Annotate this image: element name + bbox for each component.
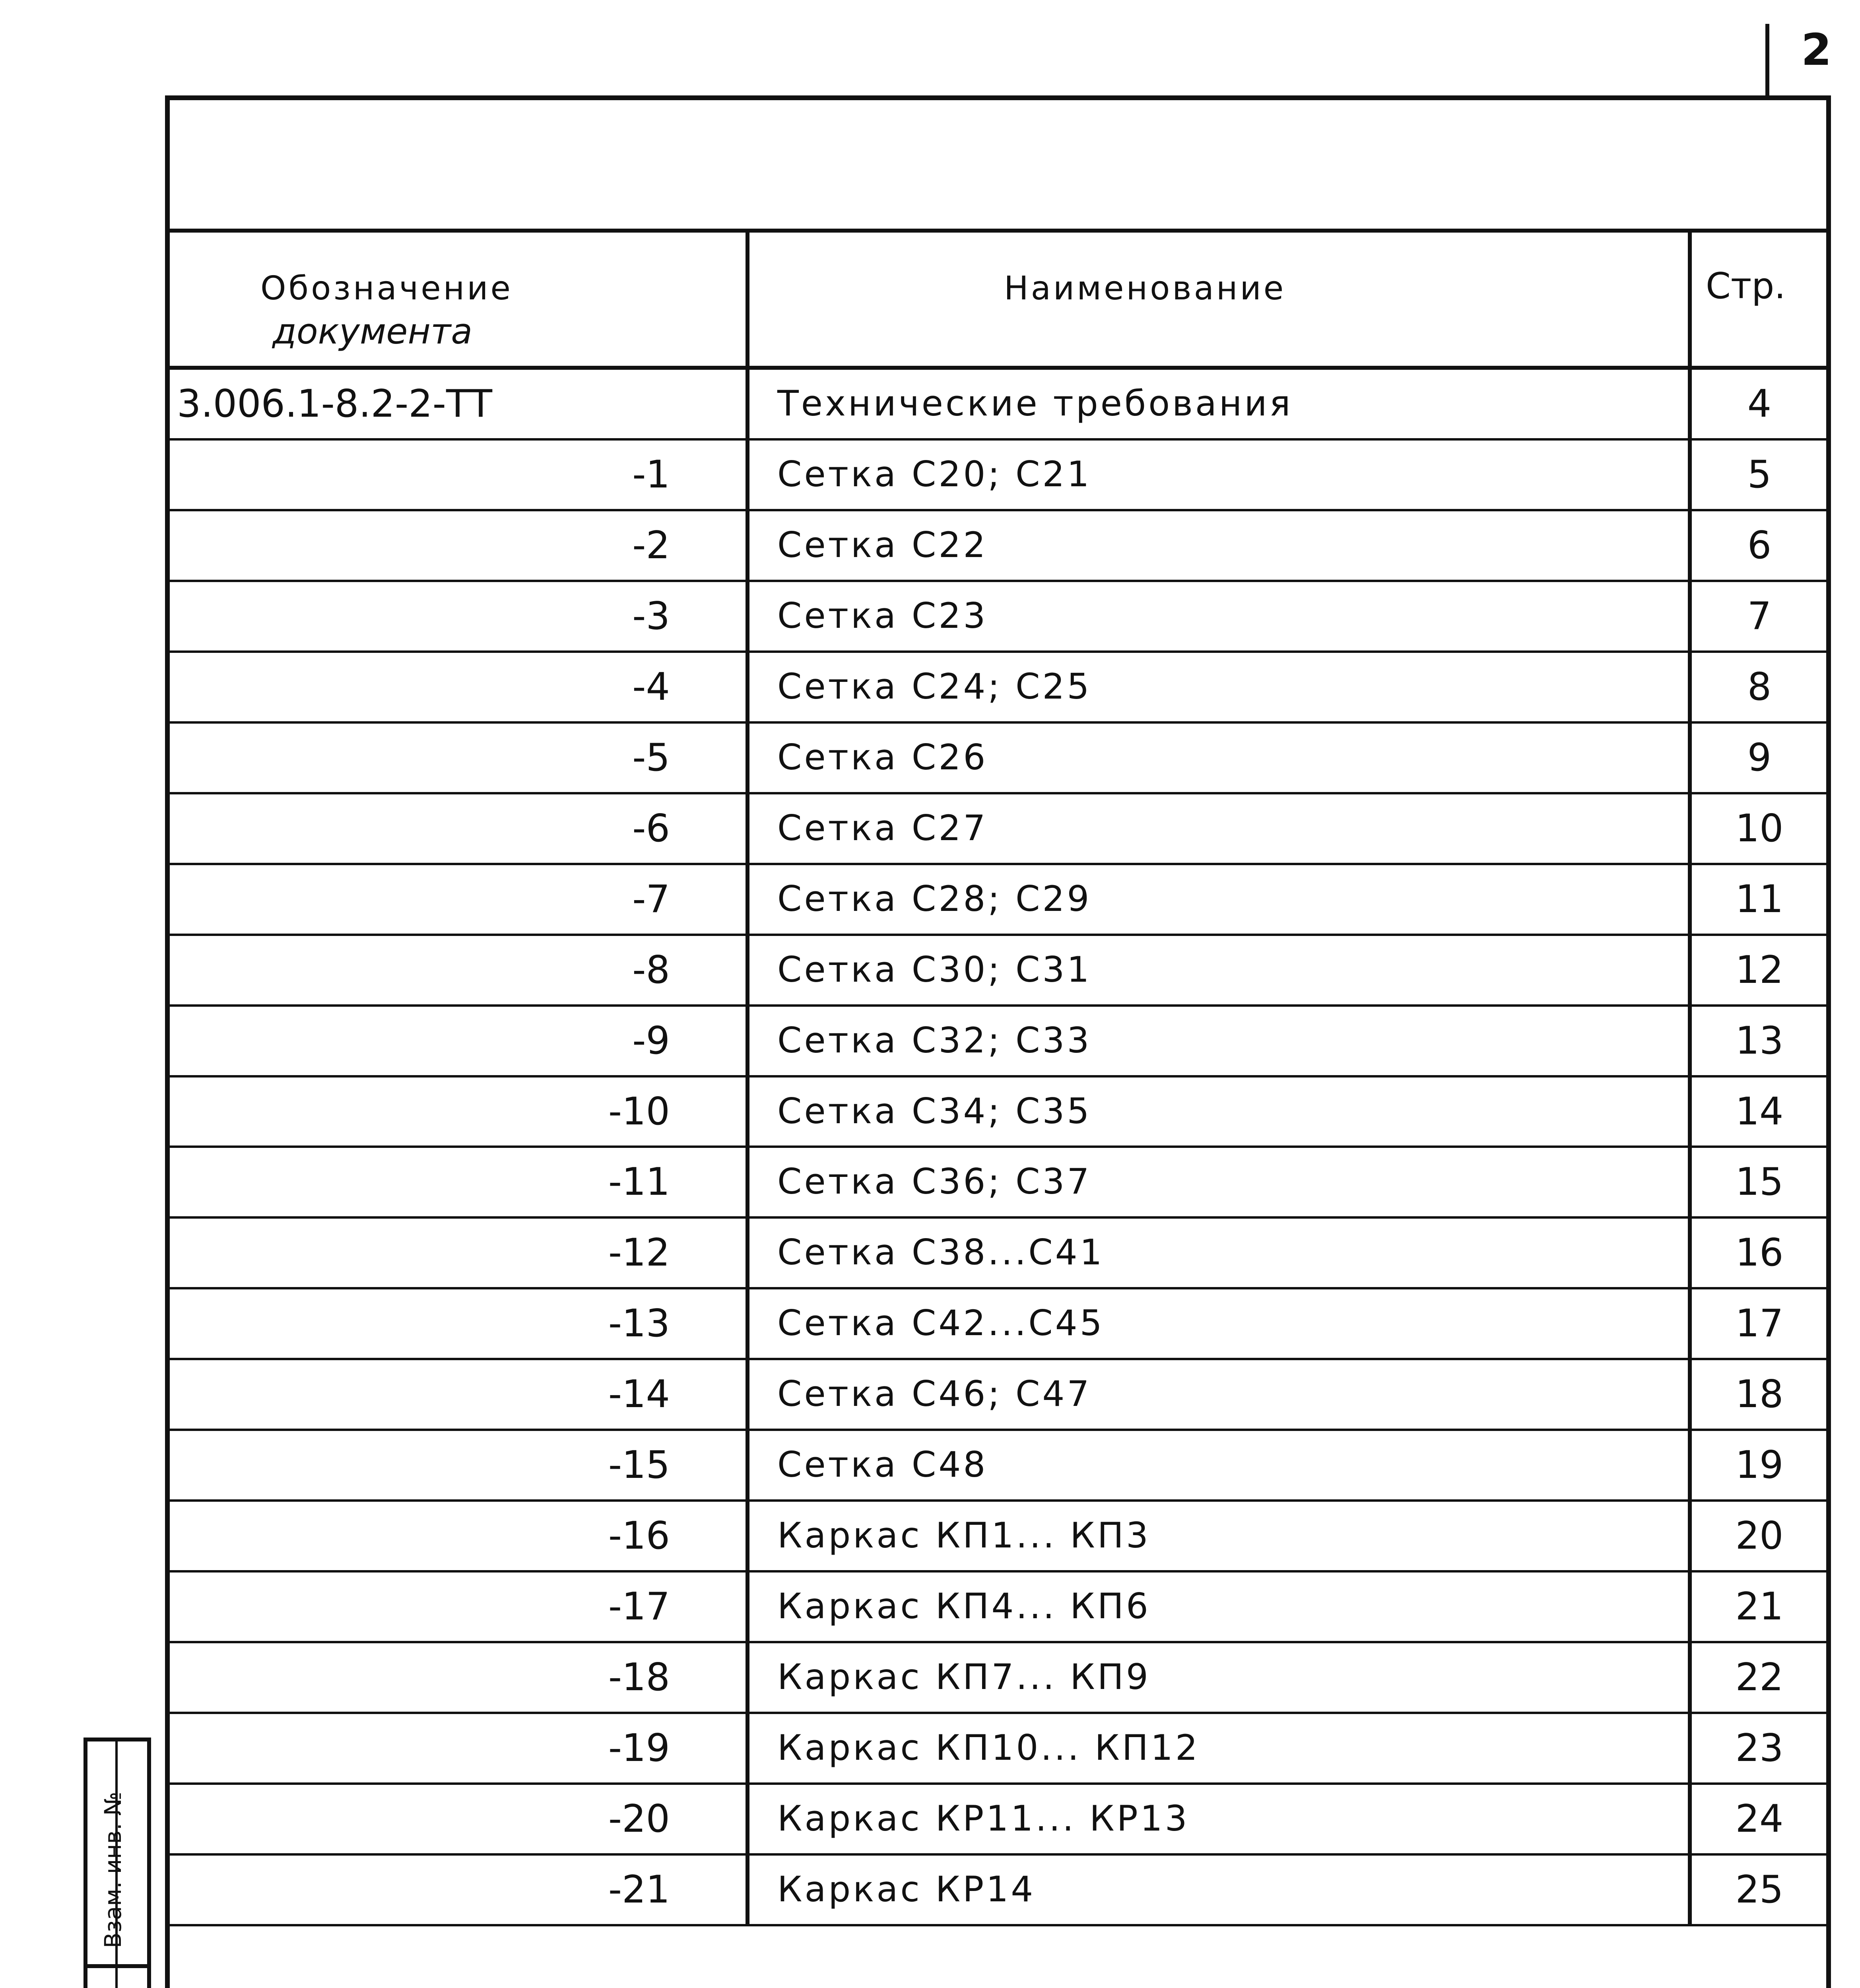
table-row <box>165 511 1831 582</box>
header-bottom-line <box>165 366 1831 370</box>
row-page: 8 <box>1747 665 1772 709</box>
row-code: -20 <box>608 1797 670 1841</box>
row-code: -13 <box>608 1302 670 1346</box>
row-name: Сетка С23 <box>777 595 988 636</box>
row-name: Каркас КП7... КП9 <box>777 1656 1151 1698</box>
row-name: Сетка С28; С29 <box>777 878 1092 919</box>
page-number: 2 <box>1801 24 1832 75</box>
row-name: Каркас КП4... КП6 <box>777 1586 1151 1627</box>
row-code: -5 <box>632 736 670 780</box>
row-page: 12 <box>1735 948 1784 992</box>
row-name: Сетка С48 <box>777 1444 988 1485</box>
row-page: 10 <box>1735 806 1784 850</box>
row-name: Сетка С36; С37 <box>777 1161 1092 1202</box>
row-page: 24 <box>1735 1797 1784 1841</box>
side-stamp-vzam: Взам. инв. № <box>99 1792 126 1948</box>
table-row <box>165 724 1831 794</box>
table-row <box>165 1077 1831 1148</box>
table-row <box>165 582 1831 653</box>
table-row <box>165 1643 1831 1714</box>
table-row <box>165 1219 1831 1289</box>
row-page: 20 <box>1735 1514 1784 1558</box>
row-code: -19 <box>608 1726 670 1771</box>
row-name: Сетка С34; С35 <box>777 1090 1092 1132</box>
table-row <box>165 1148 1831 1219</box>
row-name: Сетка С42...С45 <box>777 1303 1105 1344</box>
table-row <box>165 370 1831 441</box>
row-code: -17 <box>608 1585 670 1629</box>
row-code: -9 <box>632 1019 670 1063</box>
table-row <box>165 1714 1831 1785</box>
row-code: -8 <box>632 948 670 992</box>
row-code: -3 <box>632 594 670 638</box>
row-page: 17 <box>1735 1302 1784 1346</box>
col-header-designation: Обозначение <box>260 270 513 307</box>
table-row <box>165 865 1831 936</box>
row-name: Сетка С30; С31 <box>777 949 1092 990</box>
row-name: Каркас КП1... КП3 <box>777 1515 1151 1556</box>
row-code: -16 <box>608 1514 670 1558</box>
row-name: Каркас КР11... КР13 <box>777 1798 1190 1839</box>
row-code: -18 <box>608 1656 670 1700</box>
row-page: 19 <box>1735 1443 1784 1487</box>
row-page: 15 <box>1735 1160 1784 1204</box>
row-name: Сетка С32; С33 <box>777 1019 1092 1061</box>
row-code: -15 <box>608 1443 670 1487</box>
row-code: -21 <box>608 1868 670 1912</box>
row-page: 11 <box>1735 877 1784 921</box>
table-row <box>165 1573 1831 1643</box>
row-name: Сетка С27 <box>777 807 988 848</box>
table-row <box>165 1856 1831 1926</box>
contents-table <box>165 229 1831 1926</box>
header-top-line <box>165 229 1831 233</box>
row-page: 23 <box>1735 1726 1784 1771</box>
row-name: Каркас КР14 <box>777 1869 1036 1910</box>
table-row <box>165 936 1831 1007</box>
row-name: Каркас КП10... КП12 <box>777 1727 1200 1769</box>
table-row <box>165 794 1831 865</box>
row-code: -7 <box>632 877 670 921</box>
row-page: 7 <box>1747 594 1772 638</box>
row-page: 4 <box>1747 382 1772 426</box>
row-page: 16 <box>1735 1231 1784 1275</box>
col-header-designation-line2: документа <box>272 311 473 352</box>
table-row <box>165 1289 1831 1360</box>
row-name: Сетка С26 <box>777 736 988 778</box>
table-row <box>165 1785 1831 1856</box>
row-code: -10 <box>608 1089 670 1134</box>
row-code: -4 <box>632 665 670 709</box>
row-code: -11 <box>608 1160 670 1204</box>
table-row <box>165 1007 1831 1077</box>
row-name: Сетка С24; С25 <box>777 666 1092 707</box>
row-page: 18 <box>1735 1373 1784 1417</box>
table-row <box>165 653 1831 724</box>
col-header-name: Наименование <box>1004 270 1286 307</box>
row-code: -2 <box>632 523 670 567</box>
row-name: Сетка С22 <box>777 524 988 565</box>
row-page: 5 <box>1747 452 1772 497</box>
row-name: Технические требования <box>777 382 1293 424</box>
row-code: -1 <box>632 452 670 497</box>
row-name: Сетка С38...С41 <box>777 1232 1105 1273</box>
table-row <box>165 1360 1831 1431</box>
row-code: 3.006.1-8.2-2-ТТ <box>177 382 493 426</box>
side-stamp <box>83 1738 151 1988</box>
row-page: 25 <box>1735 1868 1784 1912</box>
table-row <box>165 1502 1831 1573</box>
row-page: 21 <box>1735 1585 1784 1629</box>
col-header-page: Стр. <box>1706 265 1786 307</box>
row-name: Сетка С20; С21 <box>777 453 1092 495</box>
row-page: 9 <box>1747 736 1772 780</box>
row-page: 6 <box>1747 523 1772 567</box>
table-row <box>165 1431 1831 1502</box>
row-divider <box>165 1924 1831 1926</box>
row-page: 22 <box>1735 1656 1784 1700</box>
table-row <box>165 441 1831 511</box>
row-code: -6 <box>632 806 670 850</box>
row-code: -12 <box>608 1231 670 1275</box>
row-page: 13 <box>1735 1019 1784 1063</box>
page-number-divider <box>1765 24 1769 99</box>
row-code: -14 <box>608 1373 670 1417</box>
row-page: 14 <box>1735 1089 1784 1134</box>
row-name: Сетка С46; С47 <box>777 1373 1092 1415</box>
